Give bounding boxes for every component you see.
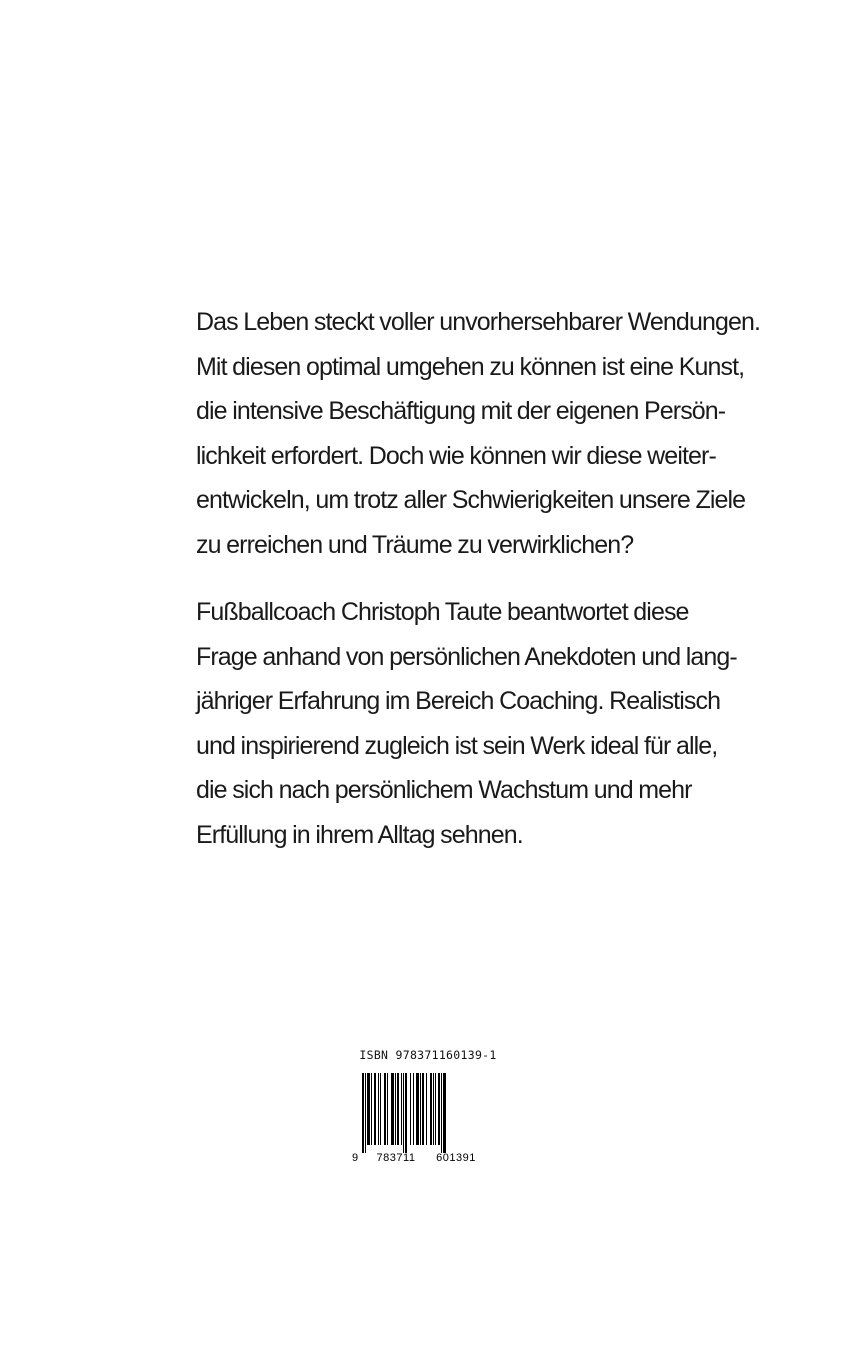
barcode-bar (371, 1073, 372, 1145)
barcode-bar (395, 1073, 396, 1145)
barcode-bar (420, 1073, 421, 1145)
barcode-bar (430, 1073, 432, 1145)
blurb-line: jähriger Erfahrung im Bereich Coaching. Realistisch (196, 687, 721, 715)
barcode-digit-first: 9 (352, 1152, 359, 1164)
barcode-bar (443, 1073, 446, 1153)
barcode-graphic (348, 1073, 508, 1165)
barcode-bar (413, 1073, 414, 1145)
barcode-bar (365, 1073, 366, 1153)
barcode-bar (403, 1073, 404, 1153)
barcode-bar (378, 1073, 379, 1145)
barcode-digits-left: 783711 (376, 1152, 416, 1164)
blurb-line: Erfüllung in ihrem Alltag sehnen. (196, 820, 523, 849)
barcode-bar (426, 1073, 427, 1145)
barcode-bar (391, 1073, 394, 1145)
barcode-bar (438, 1073, 440, 1145)
barcode-bar (435, 1073, 436, 1145)
barcode-bar (410, 1073, 411, 1145)
blurb-line: zu erreichen und Träume zu verwirklichen? (196, 530, 634, 559)
blurb-line: Fußballcoach Christoph Taute beantwortet diese (196, 598, 689, 626)
barcode-bar (374, 1073, 376, 1145)
blurb-line: entwickeln, um trotz aller Schwierigkeiten unsere Ziele (196, 486, 746, 514)
blurb-paragraph-1 (196, 300, 760, 567)
blurb-line: die intensive Beschäftigung mit der eigenen Persön- (196, 397, 726, 425)
barcode-bar (441, 1073, 442, 1153)
barcode-bar (380, 1073, 381, 1145)
barcode-bar (387, 1073, 388, 1145)
barcode-bar (367, 1073, 370, 1145)
barcode-bar (422, 1073, 424, 1145)
barcode-bar (401, 1073, 402, 1145)
blurb-line: Das Leben steckt voller unvorhersehbarer Wendungen. (196, 308, 761, 336)
blurb-line: und inspirierend zugleich ist sein Werk ideal für alle, (196, 731, 718, 760)
blurb-paragraph-2 (196, 590, 737, 857)
barcode-bar (384, 1073, 386, 1145)
barcode-digits-right: 601391 (436, 1152, 476, 1164)
blurb-line: die sich nach persönlichem Wachstum und mehr (196, 776, 692, 804)
isbn-label: ISBN 978371160139-1 (359, 1048, 497, 1062)
isbn-barcode (348, 1045, 508, 1165)
blurb-line: Frage anhand von persönlichen Anekdoten und lang- (196, 642, 737, 671)
barcode-bar (362, 1073, 364, 1153)
barcode-bar (433, 1073, 434, 1145)
blurb-line: Mit diesen optimal umgehen zu können ist eine Kunst, (196, 352, 745, 381)
barcode-bar (416, 1073, 419, 1145)
barcode-bar (397, 1073, 399, 1145)
blurb-line: lichkeit erfordert. Doch wie können wir diese weiter- (196, 441, 716, 470)
barcode-bars (362, 1073, 446, 1153)
barcode-bar (405, 1073, 407, 1153)
